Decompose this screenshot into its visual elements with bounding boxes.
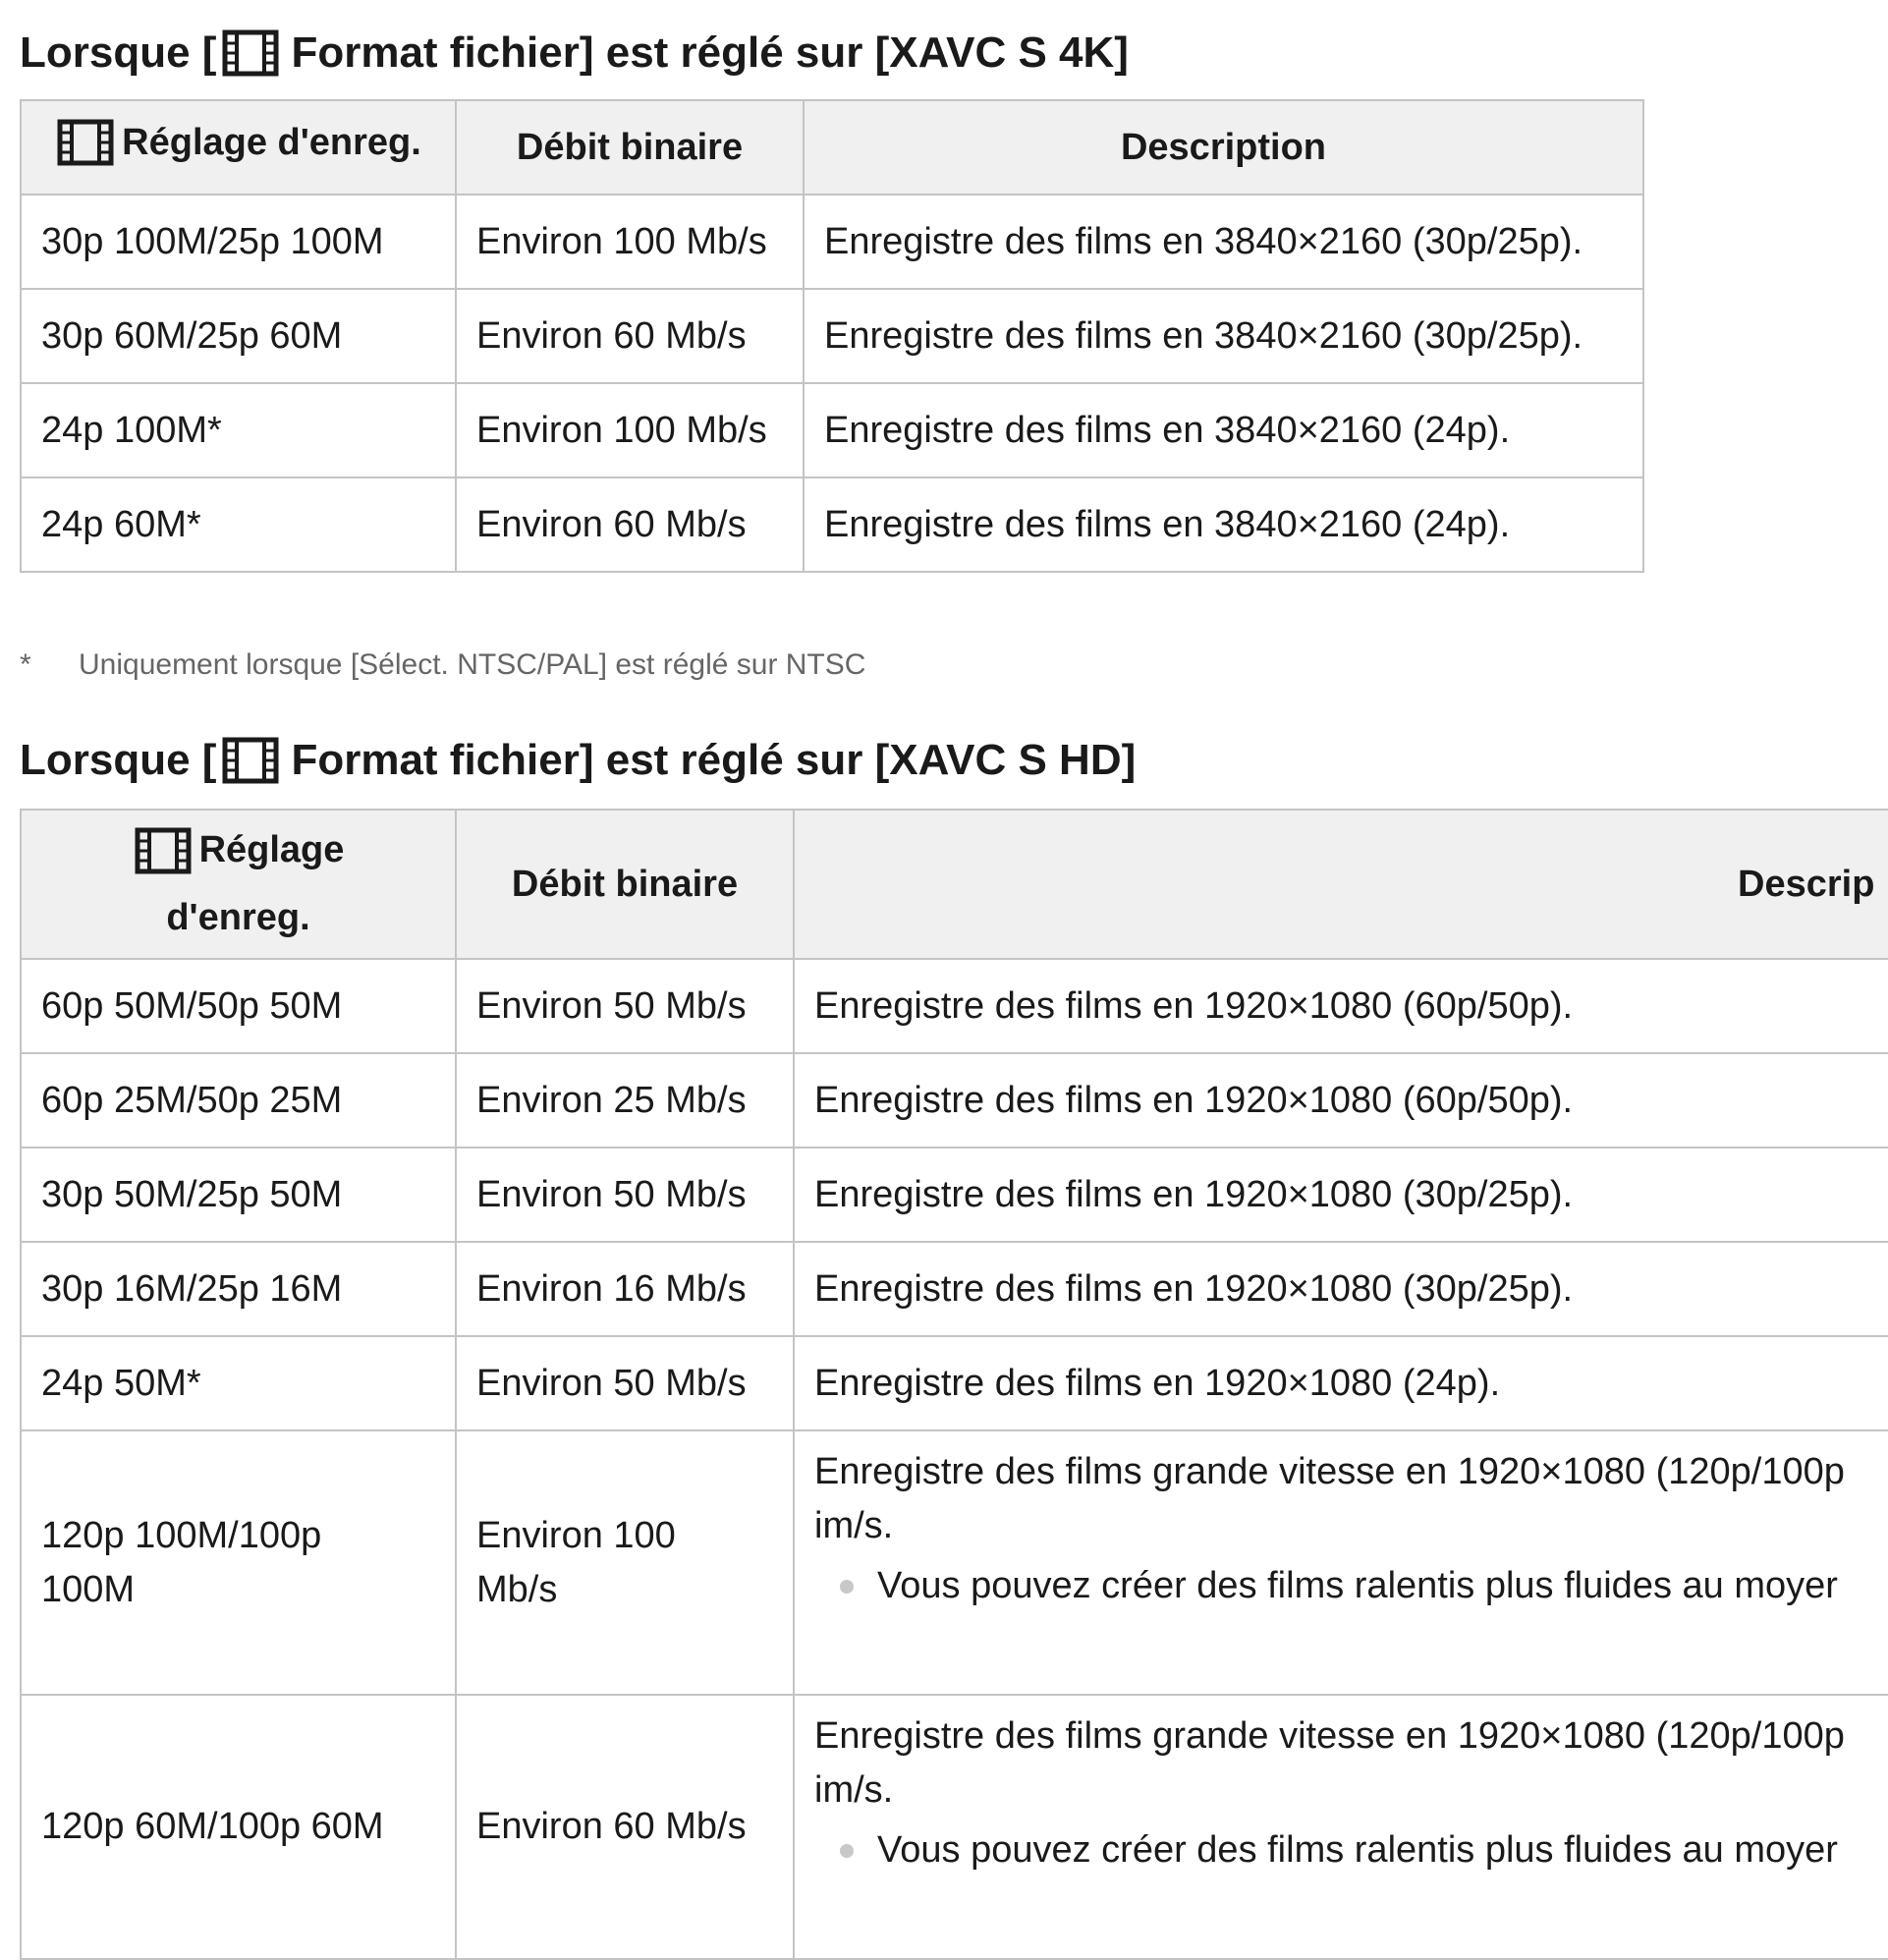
section-hd-heading: [20, 735, 1136, 786]
cell-setting: 30p 50M/25p 50M: [21, 1148, 456, 1242]
table-row: [21, 477, 1643, 572]
table-row: [21, 195, 1643, 289]
description-bullet-text: Vous pouvez créer des films ralentis plus fluides au moyer: [877, 1829, 1838, 1871]
cell-setting-line2: 100M: [41, 1568, 136, 1610]
cell-setting: 30p 16M/25p 16M: [21, 1242, 456, 1336]
section-hd-heading-suffix: Format fichier] est réglé sur [XAVC S HD]: [291, 736, 1137, 784]
footnote: [20, 648, 865, 682]
table-hd: [20, 809, 1888, 1960]
cell-description-line2: im/s.: [814, 1505, 894, 1546]
bullet-dot-icon: [840, 1844, 854, 1858]
cell-setting: 30p 60M/25p 60M: [21, 289, 456, 383]
cell-description: [794, 1430, 1888, 1695]
movie-film-icon: [133, 826, 194, 875]
movie-film-icon: [222, 28, 279, 78]
cell-bitrate: Environ 60 Mb/s: [456, 289, 804, 383]
cell-description: Enregistre des films en 3840×2160 (24p).: [804, 383, 1643, 477]
cell-description-line1: Enregistre des films grande vitesse en 1920×1080 (120p/100p: [814, 1451, 1845, 1492]
cell-setting: 24p 50M*: [21, 1336, 456, 1430]
cell-setting: 24p 100M*: [21, 383, 456, 477]
section-4k-heading-suffix: Format fichier] est réglé sur [XAVC S 4K]: [291, 28, 1129, 77]
cell-description-line2: im/s.: [814, 1769, 894, 1811]
table-row: [21, 1053, 1888, 1148]
cell-bitrate: Environ 50 Mb/s: [456, 1148, 794, 1242]
cell-bitrate-line1: Environ 100: [476, 1514, 676, 1556]
cell-setting: [21, 1430, 456, 1695]
description-bullet: [814, 1565, 1888, 1607]
section-hd-heading-prefix: Lorsque [: [20, 736, 217, 784]
section-4k-heading: [20, 28, 1129, 79]
cell-setting: 30p 100M/25p 100M: [21, 195, 456, 289]
cell-description: Enregistre des films en 1920×1080 (60p/50p).: [794, 1053, 1888, 1148]
cell-bitrate: Environ 25 Mb/s: [456, 1053, 794, 1148]
table-row: [21, 1148, 1888, 1242]
cell-description-line1: Enregistre des films grande vitesse en 1920×1080 (120p/100p: [814, 1715, 1845, 1757]
section-4k-heading-prefix: Lorsque [: [20, 28, 217, 77]
header-setting-label-line2: d'enreg.: [166, 896, 310, 938]
header-description-label: Descrip: [1738, 863, 1875, 905]
cell-bitrate: [456, 1430, 794, 1695]
cell-bitrate: Environ 100 Mb/s: [456, 383, 804, 477]
table-row: [21, 1242, 1888, 1336]
table-hd-header-row: [21, 810, 1888, 959]
cell-bitrate-line2: Mb/s: [476, 1568, 558, 1610]
table-4k-header-row: [21, 100, 1643, 195]
cell-bitrate: Environ 50 Mb/s: [456, 959, 794, 1053]
cell-description: Enregistre des films en 3840×2160 (24p).: [804, 477, 1643, 572]
cell-bitrate: Environ 60 Mb/s: [456, 1695, 794, 1959]
cell-setting: 60p 50M/50p 50M: [21, 959, 456, 1053]
cell-setting-line1: 120p 100M/100p: [41, 1514, 322, 1556]
table-row: [21, 1430, 1888, 1695]
cell-description: [794, 1695, 1888, 1959]
description-bullet: [814, 1829, 1888, 1872]
cell-bitrate: Environ 60 Mb/s: [456, 477, 804, 572]
header-setting: [21, 810, 456, 959]
description-bullet-text: Vous pouvez créer des films ralentis plus fluides au moyer: [877, 1565, 1838, 1606]
footnote-text: Uniquement lorsque [Sélect. NTSC/PAL] est réglé sur NTSC: [79, 648, 866, 681]
movie-film-icon: [222, 736, 279, 785]
header-setting-label-line1: Réglage: [198, 829, 345, 871]
cell-setting: 60p 25M/50p 25M: [21, 1053, 456, 1148]
header-setting-label: Réglage d'enreg.: [122, 121, 421, 163]
header-bitrate: Débit binaire: [456, 100, 804, 195]
table-4k: [20, 99, 1644, 573]
cell-bitrate: Environ 100 Mb/s: [456, 195, 804, 289]
cell-description: Enregistre des films en 1920×1080 (60p/50p).: [794, 959, 1888, 1053]
cell-description: Enregistre des films en 1920×1080 (30p/25p).: [794, 1242, 1888, 1336]
header-description: Description: [804, 100, 1643, 195]
table-row: [21, 289, 1643, 383]
cell-bitrate: Environ 50 Mb/s: [456, 1336, 794, 1430]
cell-setting: 24p 60M*: [21, 477, 456, 572]
cell-setting: 120p 60M/100p 60M: [21, 1695, 456, 1959]
cell-description: Enregistre des films en 3840×2160 (30p/25p).: [804, 289, 1643, 383]
cell-bitrate: Environ 16 Mb/s: [456, 1242, 794, 1336]
header-bitrate: Débit binaire: [456, 810, 794, 959]
cell-description: Enregistre des films en 1920×1080 (30p/25p).: [794, 1148, 1888, 1242]
cell-description: Enregistre des films en 3840×2160 (30p/25p).: [804, 195, 1643, 289]
header-setting: [21, 100, 456, 195]
header-description: [794, 810, 1888, 959]
cell-description: Enregistre des films en 1920×1080 (24p).: [794, 1336, 1888, 1430]
footnote-mark: *: [20, 648, 31, 681]
table-row: [21, 959, 1888, 1053]
bullet-dot-icon: [840, 1580, 854, 1594]
table-row: [21, 383, 1643, 477]
table-row: [21, 1336, 1888, 1430]
table-row: [21, 1695, 1888, 1959]
movie-film-icon: [55, 118, 116, 167]
